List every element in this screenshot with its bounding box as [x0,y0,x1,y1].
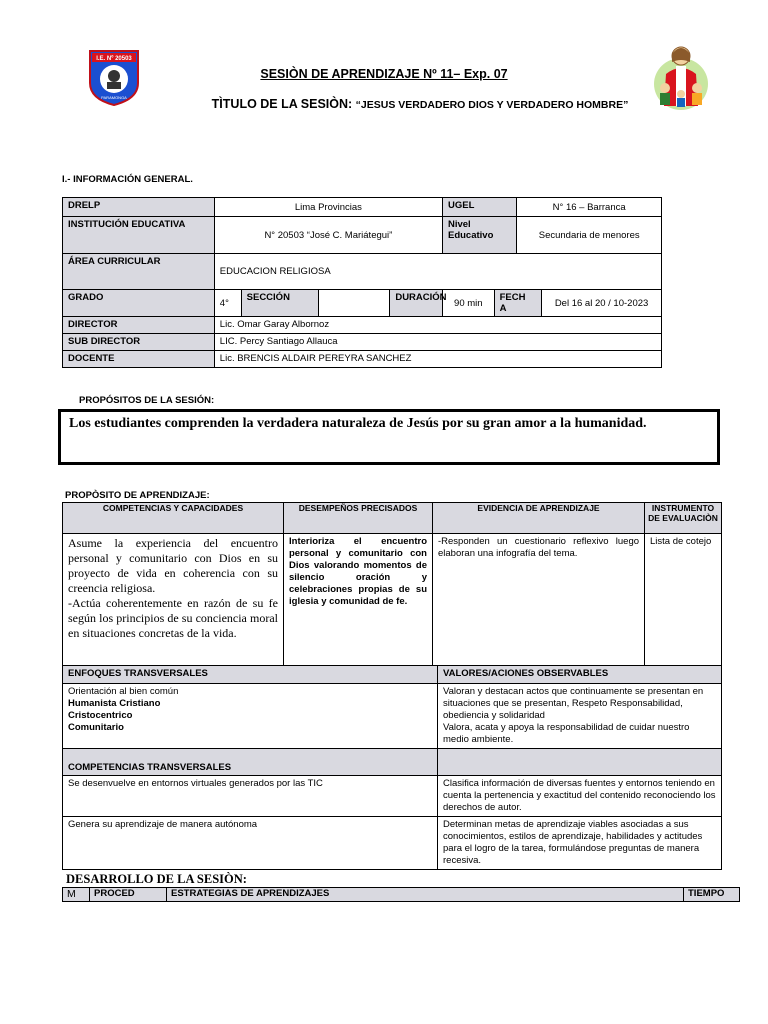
session-title: SESIÒN DE APRENDIZAJE Nº 11– Exp. 07 [260,67,508,81]
development-table [62,887,740,902]
comp-trans-empty [438,749,722,776]
enfoques-label: ENFOQUES TRANSVERSALES [63,666,438,684]
ct2-desc-cell: Determinan metas de aprendizaje viables asociadas a sus conocimientos, estilos de aprendizaje, habilidades y actitudes para el logro de la tarea, formulándose preguntas de manera recesiva. [438,817,722,870]
col-proced: PROCED [90,888,167,902]
drelp-value: Lima Provincias [214,198,442,217]
seccion-label: SECCIÓN [241,290,318,317]
learning-table [62,502,722,870]
fecha-label [494,290,542,317]
enfoque-1: Orientación al bien común [68,686,179,697]
desempenos-cell: Interioriza el encuentro personal y comunitario con Dios valorando momentos de silencio oración y celebraciones propias de su iglesia y comunidad de fe. [284,534,433,666]
badge-bottom-text: PARAMONGA [101,95,127,100]
ie-value: N° 20503 “José C. Mariátegui” [214,217,442,254]
area-value: EDUCACION RELIGIOSA [214,254,661,290]
col-tiempo: TIEMPO [684,888,740,902]
seccion-value [319,290,390,317]
docente-value: Lic. BRENCIS ALDAIR PEREYRA SANCHEZ [214,351,661,368]
competencia-1: Asume la experiencia del encuentro personal y comunitario con Dios en su proyecto de vida en coherencia con su creencia religiosa. [68,536,278,595]
session-subtitle [0,97,768,111]
ugel-value: N° 16 – Barranca [517,198,662,217]
fecha-label-2: A [499,303,507,314]
col-evidencia: EVIDENCIA DE APRENDIZAJE [433,503,645,534]
col-m: M [63,888,90,902]
subdirector-label: SUB DIRECTOR [63,334,215,351]
enfoque-3: Cristocentrico [68,710,133,721]
fecha-label-1: FECH [499,292,526,303]
evidencia-cell: -Responden un cuestionario reflexivo luego elaboran una infografía del tema. [433,534,645,666]
competencias-cell [63,534,284,666]
enfoques-cell [63,684,438,749]
general-info-heading: I.- INFORMACIÓN GENERAL. [62,174,193,185]
subdirector-value: LIC. Percy Santiago Allauca [214,334,661,351]
enfoque-2: Humanista Cristiano [68,698,161,709]
nivel-label: Nivel Educativo [442,217,516,254]
development-heading: DESARROLLO DE LA SESIÒN: [66,872,247,886]
badge-text: I.E. Nº 20503 [96,56,132,62]
ct1-cell: Se desenvuelve en entornos virtuales generados por las TIC [63,776,438,817]
director-value: Lic. Omar Garay Albornoz [214,317,661,334]
col-desempenos: DESEMPEÑOS PRECISADOS [284,503,433,534]
competencia-2: -Actúa coherentemente en razón de su fe según los principios de su conciencia moral en situaciones concretas de la vida. [68,596,278,640]
instrumento-cell: Lista de cotejo [645,534,722,666]
fecha-value: Del 16 al 20 / 10-2023 [542,290,662,317]
enfoque-4: Comunitario [68,722,124,733]
valores-cell [438,684,722,749]
col-instrumento: INSTRUMENTO DE EVALUACIÒN [645,503,722,534]
drelp-label: DRELP [63,198,215,217]
valores-2: Valora, acata y apoya la responsabilidad de cuidar nuestro medio ambiente. [443,722,690,745]
nivel-value: Secundaria de menores [517,217,662,254]
purpose-box [58,409,720,465]
ct1-desc-cell: Clasifica información de diversas fuentes y entornos teniendo en cuenta la pertenencia y exactitud del contenido reconociendo los derechos de autor. [438,776,722,817]
purpose-heading: PROPÓSITOS DE LA SESIÓN: [79,395,215,406]
duracion-label: DURACIÓN [390,290,443,317]
subtitle-value: “JESUS VERDADERO DIOS Y VERDADERO HOMBRE” [355,99,629,111]
general-info-table [62,197,662,368]
learning-heading: PROPÒSITO DE APRENDIZAJE: [65,490,210,501]
col-competencias: COMPETENCIAS Y CAPACIDADES [63,503,284,534]
ie-label: INSTITUCIÓN EDUCATIVA [63,217,215,254]
director-label: DIRECTOR [63,317,215,334]
ugel-label: UGEL [442,198,516,217]
grado-label: GRADO [63,290,215,317]
valores-label: VALORES/ACIONES OBSERVABLES [438,666,722,684]
valores-1: Valoran y destacan actos que continuamente se presentan en situaciones que se presentan, Respeto Responsabilidad, obediencia y solidaridad [443,686,704,721]
grado-value: 4° [214,290,241,317]
col-estrategias: ESTRATEGIAS DE APRENDIZAJES [167,888,684,902]
ct2-cell: Genera su aprendizaje de manera autónoma [63,817,438,870]
area-label: ÁREA CURRICULAR [63,254,215,290]
docente-label: DOCENTE [63,351,215,368]
duracion-value: 90 min [442,290,494,317]
comp-trans-label: COMPETENCIAS TRANSVERSALES [63,749,438,776]
subtitle-prefix: TÌTULO DE LA SESIÒN: [211,97,356,111]
purpose-text: Los estudiantes comprenden la verdadera naturaleza de Jesús por su gran amor a la humanidad. [69,416,647,431]
